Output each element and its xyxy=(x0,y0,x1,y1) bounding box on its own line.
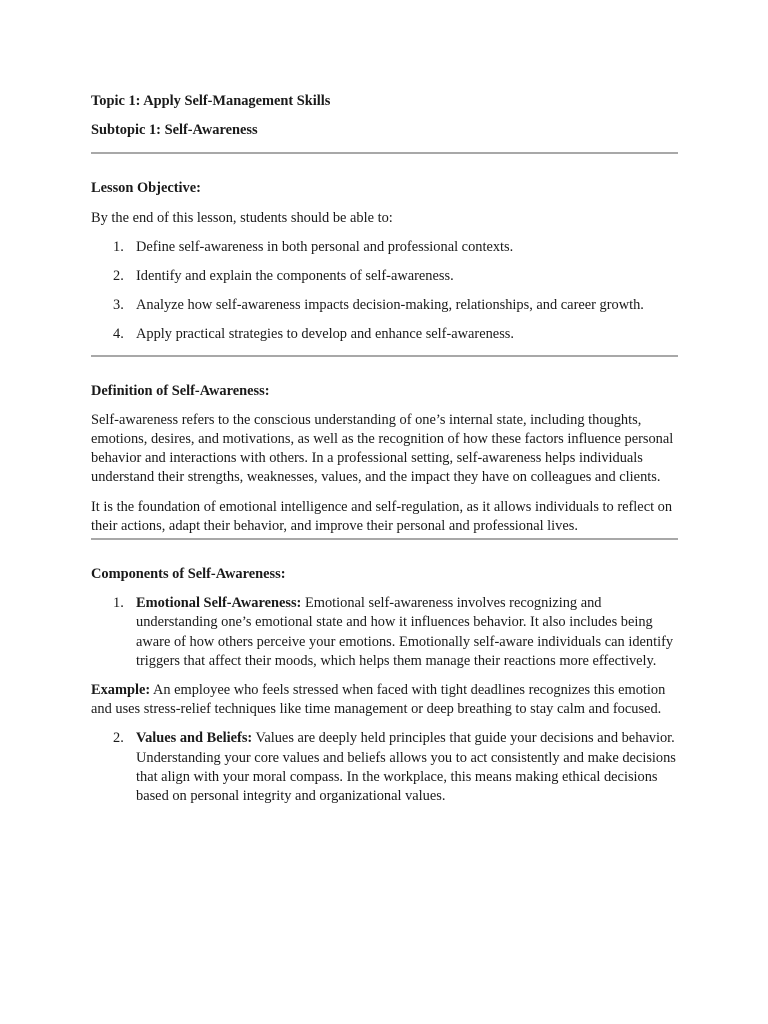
list-number: 4. xyxy=(113,326,124,343)
subtopic-title: Subtopic 1: Self-Awareness xyxy=(91,122,258,139)
list-item xyxy=(91,325,678,344)
section-divider xyxy=(91,152,678,154)
example-paragraph xyxy=(91,681,678,719)
list-item-text: Define self-awareness in both personal and professional contexts. xyxy=(136,238,514,255)
list-item-text: Identify and explain the components of self-awareness. xyxy=(136,268,454,285)
component-term: Emotional Self-Awareness: xyxy=(136,595,302,612)
definition-paragraph: It is the foundation of emotional intelligence and self-regulation, as it allows individuals to reflect on their actions, adapt their behavior, and improve their personal and professional lives. xyxy=(91,498,673,534)
topic-title: Topic 1: Apply Self-Management Skills xyxy=(91,93,331,109)
section-divider xyxy=(91,355,678,357)
list-item-text: Apply practical strategies to develop and enhance self-awareness. xyxy=(136,326,514,343)
components-heading: Components of Self-Awareness: xyxy=(91,566,286,583)
list-item xyxy=(91,729,678,806)
list-number: 1. xyxy=(113,595,124,612)
list-number: 1. xyxy=(113,238,124,255)
list-item xyxy=(91,267,678,286)
objectives-list xyxy=(91,238,678,345)
example-text: An employee who feels stressed when faced with tight deadlines recognizes this emotion and uses stress-relief techniques like time management or deep breathing to stay calm and focused. xyxy=(91,682,666,718)
objectives-intro: By the end of this lesson, students should be able to: xyxy=(91,209,393,226)
list-item xyxy=(91,238,678,257)
document-content xyxy=(91,92,678,816)
list-number: 2. xyxy=(113,730,124,747)
example-label: Example: xyxy=(91,682,151,699)
component-description: Values are deeply held principles that guide your decisions and behavior. Understanding your core values and beliefs allows you to act consistently and make decisions that align with your moral compass. In the workplace, this means making ethical decisions based on personal integrity and organizational values. xyxy=(136,730,676,805)
list-item-text: Analyze how self-awareness impacts decision-making, relationships, and career growth. xyxy=(136,297,644,314)
components-list xyxy=(91,729,678,806)
component-term: Values and Beliefs: xyxy=(136,730,253,747)
list-number: 3. xyxy=(113,297,124,314)
list-number: 2. xyxy=(113,268,124,285)
section-divider xyxy=(91,538,678,540)
list-item xyxy=(91,594,678,671)
components-list xyxy=(91,594,678,671)
list-item xyxy=(91,296,678,315)
definition-heading: Definition of Self-Awareness: xyxy=(91,382,270,399)
definition-paragraph: Self-awareness refers to the conscious understanding of one’s internal state, including thoughts, emotions, desires, and motivations, as well as the recognition of how these factors influence personal behavior and interactions with others. In a professional setting, self-awareness helps individuals understand their strengths, weaknesses, values, and the impact they have on colleagues and clients. xyxy=(91,411,674,486)
component-description: Emotional self-awareness involves recognizing and understanding one’s emotional state and how it influences behavior. It also includes being aware of how others perceive your emotions. Emotionally self-aware individuals can identify triggers that affect their moods, which helps them manage their reactions more effectively. xyxy=(136,595,674,669)
objectives-heading: Lesson Objective: xyxy=(91,180,201,197)
